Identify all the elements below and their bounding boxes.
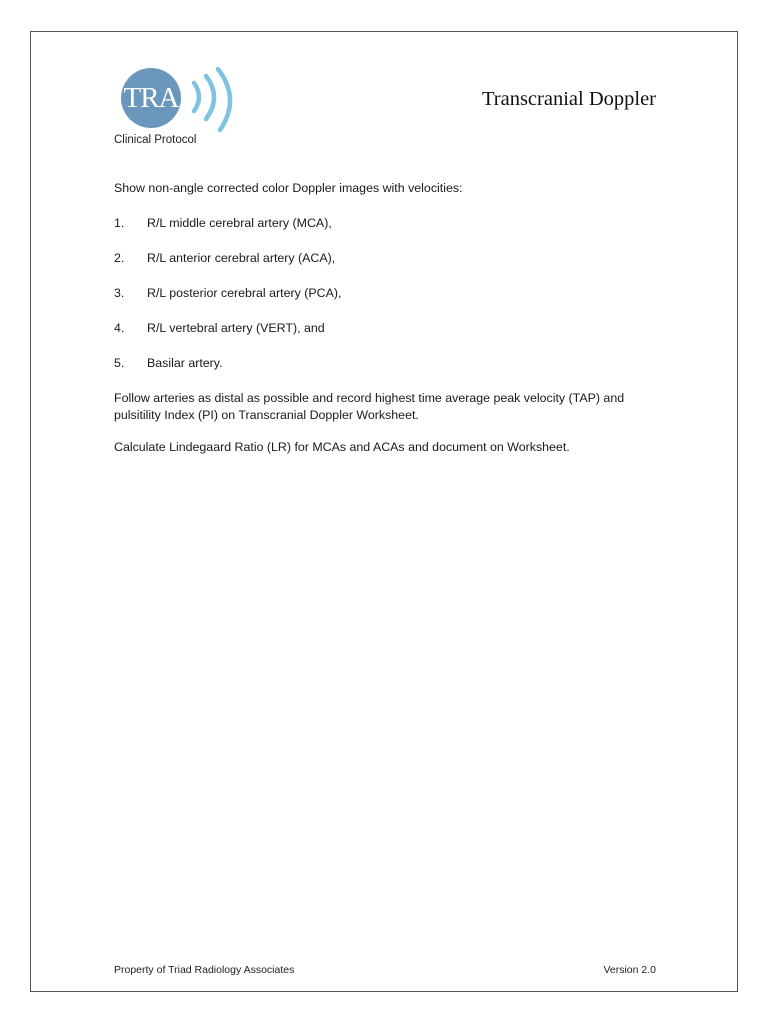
list-item-text: R/L vertebral artery (VERT), and	[147, 321, 325, 335]
list-item-text: R/L anterior cerebral artery (ACA),	[147, 251, 336, 265]
list-item-text: Basilar artery.	[147, 356, 223, 370]
logo-wave-large	[218, 69, 230, 130]
list-item-text: R/L posterior cerebral artery (PCA),	[147, 286, 342, 300]
list-item-number: 1.	[114, 216, 125, 230]
list-item	[114, 250, 659, 267]
logo-wave-medium	[206, 76, 214, 119]
list-item	[114, 320, 659, 337]
instruction-paragraph: Follow arteries as distal as possible and record highest time average peak velocity (TAP) and pulsitility Index (PI) on Transcranial Doppler Worksheet.	[114, 391, 625, 422]
logo-wave-small	[194, 83, 199, 111]
calculation-paragraph: Calculate Lindegaard Ratio (LR) for MCAs and ACAs and document on Worksheet.	[114, 440, 570, 454]
list-item-number: 5.	[114, 356, 125, 370]
list-item	[114, 215, 659, 232]
list-item-text: R/L middle cerebral artery (MCA),	[147, 216, 332, 230]
document-page	[30, 31, 738, 992]
intro-text: Show non-angle corrected color Doppler images with velocities:	[114, 181, 463, 195]
document-title: Transcranial Doppler	[481, 88, 656, 110]
logo-text: TRA	[123, 82, 179, 114]
list-item-number: 4.	[114, 321, 125, 335]
list-item-number: 3.	[114, 286, 125, 300]
list-item	[114, 355, 659, 372]
footer-owner: Property of Triad Radiology Associates	[114, 964, 295, 976]
artery-list	[114, 215, 659, 372]
list-item	[114, 285, 659, 302]
footer-version: Version 2.0	[603, 964, 656, 976]
tra-logo	[120, 67, 240, 139]
document-subtitle: Clinical Protocol	[114, 134, 197, 146]
document-body	[114, 180, 659, 471]
list-item-number: 2.	[114, 251, 125, 265]
